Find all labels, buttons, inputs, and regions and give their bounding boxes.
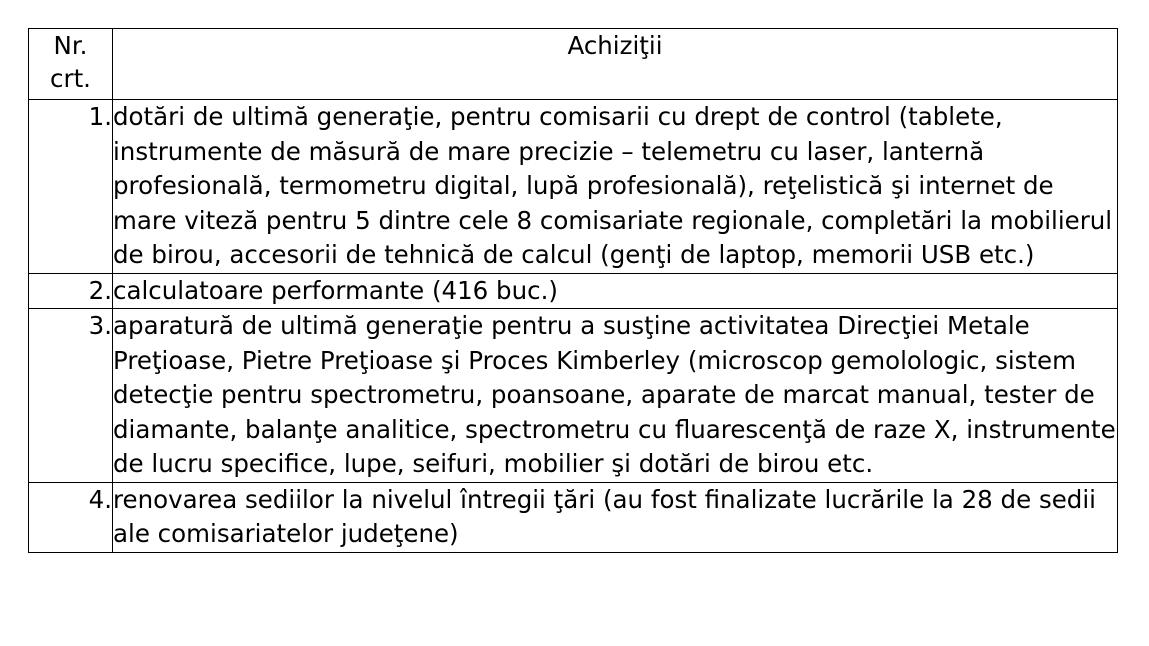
acquisitions-table (28, 28, 1118, 553)
row-number: 3. (29, 309, 113, 483)
table-row (29, 482, 1118, 552)
table-header-row (29, 29, 1118, 100)
header-nr-label: Nr. (53, 31, 88, 60)
row-number: 4. (29, 482, 113, 552)
row-number: 2. (29, 273, 113, 309)
header-crt-label: crt. (50, 64, 91, 93)
table-row (29, 100, 1118, 274)
row-description: calculatoare performante (416 buc.) (113, 273, 1118, 309)
table-row (29, 273, 1118, 309)
header-nr-crt (29, 29, 113, 100)
row-description: aparatură de ultimă generaţie pentru a susţine activitatea Direcţiei Metale Preţioase, Pietre Preţioase şi Proces Kimberley (microscop gemolologic, sistem detecţie pentru spectrometru, poansoane, aparate de marcat manual, tester de diamante, balanţe analitice, spectrometru cu fluarescenţă de raze X, instrumente de lucru specifice, lupe, seifuri, mobilier şi dotări de birou etc. (113, 309, 1118, 483)
table-row (29, 309, 1118, 483)
row-number: 1. (29, 100, 113, 274)
row-description: dotări de ultimă generaţie, pentru comisarii cu drept de control (tablete, instrumente de măsură de mare precizie – telemetru cu laser, lanternă profesională, termometru digital, lupă profesională), reţelistică şi internet de mare viteză pentru 5 dintre cele 8 comisariate regionale, completări la mobilierul de birou, accesorii de tehnică de calcul (genţi de laptop, memorii USB etc.) (113, 100, 1118, 274)
row-description: renovarea sediilor la nivelul întregii ţări (au fost finalizate lucrările la 28 de sedii ale comisariatelor judeţene) (113, 482, 1118, 552)
header-achizitii: Achiziţii (113, 29, 1118, 100)
